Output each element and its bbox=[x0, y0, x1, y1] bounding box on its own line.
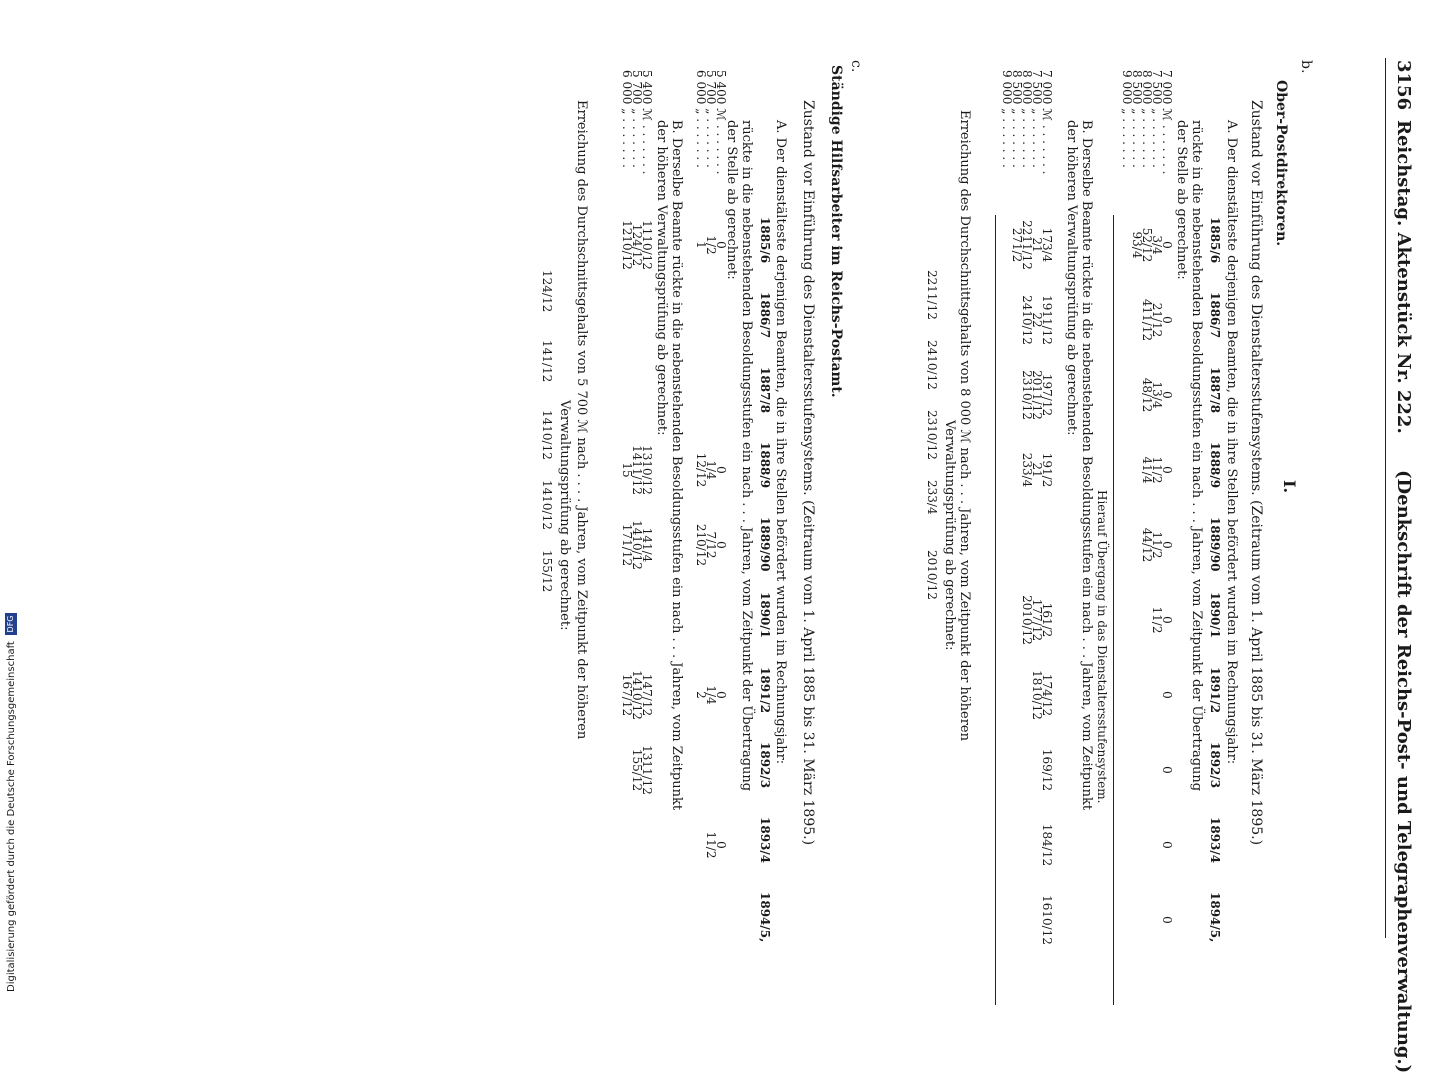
ober-row-label: 9 000 „ . . . . . . . bbox=[1000, 70, 1014, 168]
hilfs-row-label: 6 000 „ . . . . . . . bbox=[694, 70, 708, 168]
hilfs-a-cell bbox=[696, 365, 706, 425]
hilfs-b-cell: 1411/12 bbox=[630, 445, 644, 495]
ober-b-cell bbox=[1022, 815, 1032, 875]
hilfs-avg-value: 155/12 bbox=[540, 550, 554, 593]
dfg-logo: DFG bbox=[5, 613, 17, 635]
ober-a-cell: 48/12 bbox=[1140, 377, 1154, 413]
ober-b-line2: der höheren Verwaltungsprüfung ab gerechnet: bbox=[1064, 120, 1079, 436]
hilfs-a-column bbox=[696, 215, 726, 275]
hilfs-b-cell bbox=[622, 365, 632, 425]
hilfs-b-cell bbox=[642, 890, 652, 950]
hilfs-b-cell: 1410/12 bbox=[630, 670, 644, 720]
hilfs-b-line1: B. Derselbe Beamte rückte in die nebenstehenden Besoldungsstufen ein nach . . . Jahren, vom Zeitpunkt bbox=[669, 120, 684, 811]
ober-a-cell bbox=[1122, 590, 1132, 650]
hilfs-a-cell bbox=[716, 290, 726, 350]
ober-b-cell: 191/2 bbox=[1040, 452, 1054, 488]
ober-a-column bbox=[1122, 515, 1172, 575]
ober-b-column bbox=[1012, 590, 1052, 650]
ober-a-cell bbox=[1122, 740, 1132, 800]
page-number: 3156 bbox=[1393, 60, 1414, 111]
ober-b-column bbox=[1012, 215, 1052, 275]
ober-a-column bbox=[1122, 665, 1172, 725]
hilfs-b-column bbox=[622, 890, 652, 950]
ober-a-column bbox=[1122, 590, 1172, 650]
ober-a-cell: 44/12 bbox=[1140, 527, 1154, 563]
ober-b-cell: 184/12 bbox=[1040, 823, 1054, 867]
ober-b-cell: 2211/12 bbox=[1020, 220, 1034, 270]
hilfs-b-cell bbox=[632, 890, 642, 950]
ober-a-column bbox=[1122, 365, 1172, 425]
ober-b-cell: 2410/12 bbox=[1020, 295, 1034, 345]
ober-b-cell bbox=[1012, 890, 1022, 950]
ober-b-cell bbox=[1012, 665, 1022, 725]
hilfs-a-cell bbox=[696, 740, 706, 800]
ober-b-cell: 21 bbox=[1030, 462, 1044, 478]
hilfs-a-line2: rückte in die nebenstehenden Besoldungsstufen ein nach . . . Jahren, vom Zeitpunkt der Übertragung bbox=[739, 120, 754, 792]
ober-year-7: 1892/3 bbox=[1208, 742, 1222, 789]
ober-a-line3: der Stelle ab gerechnet: bbox=[1174, 120, 1189, 280]
hilfs-b-cell bbox=[622, 890, 632, 950]
ober-a-column bbox=[1122, 815, 1172, 875]
hilfs-b-cell: 15 bbox=[620, 462, 634, 478]
section-marker-b: b. bbox=[1298, 60, 1314, 74]
hilfs-a-column bbox=[696, 890, 726, 950]
ober-a-cell: 11/2 bbox=[1150, 606, 1164, 634]
hilfs-a-cell: 1/4 bbox=[704, 460, 718, 480]
ober-a-cell: 0 bbox=[1160, 766, 1174, 774]
hilfs-a-cell: 0 bbox=[714, 841, 728, 849]
ober-a-line2: rückte in die nebenstehenden Besoldungsstufen ein nach . . . Jahren, vom Zeitpunkt der Übertragung bbox=[1189, 120, 1204, 792]
ober-avg-line1: Erreichung des Durchschnittsgehalts von 8 000 ℳ nach . . . Jahren, vom Zeitpunkt der höheren bbox=[957, 110, 972, 741]
hilfs-a-cell bbox=[706, 365, 716, 425]
ober-year-4: 1889/90 bbox=[1208, 517, 1222, 572]
ober-table-a-rule bbox=[1113, 215, 1114, 1005]
ober-row-label: 9 000 „ . . . . . . . bbox=[1120, 70, 1134, 168]
hilfs-b-cell bbox=[632, 590, 642, 650]
hilfs-b-cell bbox=[642, 290, 652, 350]
hilfs-year-4: 1889/90 bbox=[758, 517, 772, 572]
hilfs-b-cell: 147/12 bbox=[640, 673, 654, 717]
ober-b-cell bbox=[1012, 815, 1022, 875]
ober-a-cell: 411/12 bbox=[1140, 298, 1154, 342]
hilfs-b-column bbox=[622, 815, 652, 875]
ober-a-cell: 0 bbox=[1160, 691, 1174, 699]
hilfs-b-cell: 1311/12 bbox=[640, 745, 654, 795]
hilfs-year-7: 1892/3 bbox=[758, 742, 772, 789]
ober-b-cell bbox=[1022, 890, 1032, 950]
ober-a-cell bbox=[1142, 815, 1152, 875]
hilfs-b-line2: der höheren Verwaltungsprüfung ab gerechnet: bbox=[654, 120, 669, 436]
hilfs-row-label: 5 700 „ . . . . . . . bbox=[704, 70, 718, 168]
hilfs-b-cell: 171/12 bbox=[620, 523, 634, 567]
ober-b-cell: 174/12 bbox=[1040, 673, 1054, 717]
ober-b-column bbox=[1012, 365, 1052, 425]
ober-avg-value: 2410/12 bbox=[925, 340, 939, 390]
ober-a-cell: 11/2 bbox=[1150, 531, 1164, 559]
hilfs-b-cell: 1410/12 bbox=[630, 520, 644, 570]
hilfs-a-column bbox=[696, 665, 726, 725]
hilfs-a-cell: 12/12 bbox=[694, 452, 708, 488]
ober-year-5: 1890/1 bbox=[1208, 592, 1222, 639]
ober-row-label: 8 500 „ . . . . . . . bbox=[1010, 70, 1024, 168]
ober-a-cell: 21/12 bbox=[1150, 302, 1164, 338]
hilfs-row-label: 5 400 ℳ . . . . . . . bbox=[714, 70, 728, 175]
ober-b-cell bbox=[1022, 515, 1032, 575]
page-subtitle: (Denkschrift der Reichs-Post- und Telegraphenverwaltung.) bbox=[1393, 470, 1414, 1073]
ober-a-cell bbox=[1132, 890, 1142, 950]
hilfs-year-1: 1886/7 bbox=[758, 292, 772, 339]
ober-year-1: 1886/7 bbox=[1208, 292, 1222, 339]
ober-a-line1: A. Der dienstälteste derjenigen Beamten, die in ihre Stellen befördert wurden im Rechnungsjahr: bbox=[1224, 120, 1239, 765]
hilfs-b-cell bbox=[632, 290, 642, 350]
ober-hierauf-note: Hierauf Übergang in das Dienstaltersstufensystem. bbox=[1095, 490, 1109, 804]
hilfs-b-cell: 1110/12 bbox=[640, 220, 654, 270]
ober-a-cell: 13/4 bbox=[1150, 381, 1164, 409]
ober-row-label: 7 500 „ . . . . . . . bbox=[1150, 70, 1164, 168]
hilfs-heading: Ständige Hilfsarbeiter im Reichs-Postamt. bbox=[828, 65, 844, 398]
hilfs-row-label: 6 000 „ . . . . . . . bbox=[620, 70, 634, 168]
hilfs-b-cell bbox=[622, 290, 632, 350]
hilfs-a-cell bbox=[696, 590, 706, 650]
hilfs-avg-value: 124/12 bbox=[540, 270, 554, 313]
hilfs-avg-value: 1410/12 bbox=[540, 410, 554, 460]
hilfs-a-cell: 210/12 bbox=[694, 523, 708, 567]
hilfs-avg-value: 1410/12 bbox=[540, 480, 554, 530]
hilfs-a-cell bbox=[716, 365, 726, 425]
ober-b-cell bbox=[1032, 515, 1042, 575]
ober-a-cell: 41/4 bbox=[1140, 456, 1154, 484]
hilfs-b-cell bbox=[642, 815, 652, 875]
ober-a-cell bbox=[1132, 590, 1142, 650]
ober-b-cell bbox=[1012, 740, 1022, 800]
hilfs-a-cell bbox=[716, 590, 726, 650]
ober-b-cell: 2010/12 bbox=[1020, 595, 1034, 645]
hilfs-a-cell: 0 bbox=[714, 691, 728, 699]
ober-b-cell: 21 bbox=[1030, 237, 1044, 253]
ober-a-cell: 0 bbox=[1160, 391, 1174, 399]
hilfs-a-column bbox=[696, 590, 726, 650]
page-title: Reichstag. Aktenstück Nr. 222. bbox=[1393, 120, 1414, 434]
hilfs-b-column bbox=[622, 665, 652, 725]
hilfs-b-column bbox=[622, 215, 652, 275]
ober-b-cell: 161/2 bbox=[1040, 602, 1054, 638]
hilfs-b-cell: 1210/12 bbox=[620, 220, 634, 270]
ober-a-cell: 0 bbox=[1160, 241, 1174, 249]
ober-row-labels-a bbox=[1122, 70, 1172, 174]
ober-heading: Ober-Postdirektoren. bbox=[1273, 80, 1289, 247]
ober-b-column bbox=[1012, 665, 1052, 725]
hilfs-a-cell: 0 bbox=[714, 541, 728, 549]
ober-avg-value: 2310/12 bbox=[925, 410, 939, 460]
hilfs-intro: Zustand vor Einführung des Dienstaltersstufensystems. (Zeitraum vom 1. April 1885 bis 31. März 1895.) bbox=[800, 100, 816, 846]
hilfs-a-cell: 0 bbox=[714, 466, 728, 474]
hilfs-year-9: 1894/5, bbox=[758, 892, 772, 943]
ober-year-8: 1893/4 bbox=[1208, 817, 1222, 864]
ober-a-cell bbox=[1122, 665, 1132, 725]
hilfs-b-cell bbox=[642, 590, 652, 650]
ober-table-b-rule bbox=[995, 215, 996, 1005]
hilfs-a-cell: 1 bbox=[694, 241, 708, 249]
hilfs-a-cell: 7/12 bbox=[704, 531, 718, 559]
ober-b-cell: 169/12 bbox=[1040, 748, 1054, 792]
ober-b-cell: 1911/12 bbox=[1040, 295, 1054, 345]
ober-b-column bbox=[1012, 290, 1052, 350]
hilfs-a-cell: 2 bbox=[694, 691, 708, 699]
hilfs-year-3: 1888/9 bbox=[758, 442, 772, 489]
ober-a-cell: 0 bbox=[1160, 616, 1174, 624]
ober-a-cell: 0 bbox=[1160, 841, 1174, 849]
hilfs-a-column bbox=[696, 290, 726, 350]
hilfs-row-label: 5 400 ℳ . . . . . . . bbox=[640, 70, 654, 175]
ober-b-column bbox=[1012, 515, 1052, 575]
hilfs-b-cell bbox=[622, 815, 632, 875]
ober-a-cell: 0 bbox=[1160, 466, 1174, 474]
ober-a-column bbox=[1122, 890, 1172, 950]
ober-a-cell bbox=[1132, 815, 1142, 875]
hilfs-b-column bbox=[622, 740, 652, 800]
ober-avg-value: 2010/12 bbox=[925, 550, 939, 600]
ober-b-cell bbox=[1012, 515, 1022, 575]
ober-a-cell bbox=[1142, 740, 1152, 800]
hilfs-a-cell bbox=[716, 740, 726, 800]
hilfs-year-2: 1887/8 bbox=[758, 367, 772, 414]
hilfs-b-column bbox=[622, 590, 652, 650]
hilfs-a-column bbox=[696, 515, 726, 575]
hilfs-a-column bbox=[696, 815, 726, 875]
ober-row-label: 8 000 „ . . . . . . . bbox=[1020, 70, 1034, 168]
ober-a-cell bbox=[1122, 515, 1132, 575]
ober-b-column bbox=[1012, 740, 1052, 800]
ober-avg-line2: Verwaltungsprüfung ab gerechnet: bbox=[942, 420, 957, 651]
hilfs-b-cell: 1310/12 bbox=[640, 445, 654, 495]
hilfs-b-cell: 141/4 bbox=[640, 527, 654, 563]
ober-b-cell bbox=[1042, 515, 1052, 575]
ober-b-cell: 271/2 bbox=[1010, 227, 1024, 263]
ober-row-label: 8 500 „ . . . . . . . bbox=[1130, 70, 1144, 168]
ober-row-label: 7 500 „ . . . . . . . bbox=[1030, 70, 1044, 168]
hilfs-avg-line1: Erreichung des Durchschnittsgehalts von 5 700 ℳ nach . . . . Jahren, vom Zeitpunkt der höheren bbox=[574, 100, 589, 740]
hilfs-year-8: 1893/4 bbox=[758, 817, 772, 864]
hilfs-row-labels-a bbox=[696, 70, 726, 174]
hilfs-a-line1: A. Der dienstälteste derjenigen Beamten, die in ihre Stellen befördert wurden im Rechnungsjahr: bbox=[773, 120, 788, 765]
ober-a-cell: 52/12 bbox=[1140, 227, 1154, 263]
hilfs-b-cell: 167/12 bbox=[620, 673, 634, 717]
ober-a-cell bbox=[1132, 665, 1142, 725]
ober-b-cell: 2310/12 bbox=[1020, 370, 1034, 420]
ober-a-cell bbox=[1122, 290, 1132, 350]
ober-a-column bbox=[1122, 440, 1172, 500]
hilfs-year-6: 1891/2 bbox=[758, 667, 772, 714]
ober-year-2: 1887/8 bbox=[1208, 367, 1222, 414]
hilfs-a-cell: 1/4 bbox=[704, 685, 718, 705]
ober-b-cell: 1610/12 bbox=[1040, 895, 1054, 945]
ober-b-column bbox=[1012, 890, 1052, 950]
hilfs-b-cell: 124/12 bbox=[630, 223, 644, 267]
hilfs-year-0: 1885/6 bbox=[758, 217, 772, 264]
hilfs-row-label: 5 700 „ . . . . . . . bbox=[630, 70, 644, 168]
ober-a-cell bbox=[1122, 440, 1132, 500]
ober-b-cell: 1810/12 bbox=[1030, 670, 1044, 720]
ober-avg-value: 233/4 bbox=[925, 480, 939, 515]
hilfs-year-5: 1890/1 bbox=[758, 592, 772, 639]
ober-row-label: 7 000 ℳ . . . . . . . bbox=[1160, 70, 1174, 175]
hilfs-b-cell bbox=[632, 365, 642, 425]
hilfs-a-cell bbox=[706, 290, 716, 350]
hilfs-b-column bbox=[622, 365, 652, 425]
ober-b-cell: 22 bbox=[1030, 312, 1044, 328]
ober-a-cell: 11/2 bbox=[1150, 456, 1164, 484]
hilfs-avg-line2: Verwaltungsprüfung ab gerechnet: bbox=[557, 400, 572, 631]
ober-avg-value: 2211/12 bbox=[925, 270, 939, 320]
ober-b-line1: B. Derselbe Beamte rückte in die nebenstehenden Besoldungsstufen ein nach . . . Jahren, vom Zeitpunkt bbox=[1079, 120, 1094, 811]
hilfs-a-cell: 1/2 bbox=[704, 235, 718, 255]
hilfs-a-cell bbox=[696, 890, 706, 950]
hilfs-a-cell bbox=[706, 590, 716, 650]
hilfs-a-line3: der Stelle ab gerechnet: bbox=[724, 120, 739, 280]
ober-year-0: 1885/6 bbox=[1208, 217, 1222, 264]
ober-b-cell: 2011/12 bbox=[1030, 370, 1044, 420]
digitization-credit bbox=[2, 600, 22, 992]
ober-b-cell: 173/4 bbox=[1040, 227, 1054, 263]
hilfs-b-cell bbox=[622, 590, 632, 650]
ober-a-cell bbox=[1122, 890, 1132, 950]
ober-a-column bbox=[1122, 215, 1172, 275]
ober-a-cell: 0 bbox=[1160, 916, 1174, 924]
hilfs-a-cell bbox=[696, 290, 706, 350]
hilfs-a-column bbox=[696, 365, 726, 425]
hilfs-b-cell: 155/12 bbox=[630, 748, 644, 792]
hilfs-b-column bbox=[622, 515, 652, 575]
hilfs-a-cell bbox=[706, 890, 716, 950]
ober-row-label: 8 000 „ . . . . . . . bbox=[1140, 70, 1154, 168]
hilfs-a-cell: 11/2 bbox=[704, 831, 718, 859]
hilfs-b-column bbox=[622, 440, 652, 500]
ober-a-cell: 93/4 bbox=[1130, 231, 1144, 259]
ober-b-cell: 233/4 bbox=[1020, 452, 1034, 488]
ober-b-cell: 177/12 bbox=[1030, 598, 1044, 642]
ober-a-column bbox=[1122, 740, 1172, 800]
ober-year-3: 1888/9 bbox=[1208, 442, 1222, 489]
ober-b-column bbox=[1012, 440, 1052, 500]
hilfs-row-labels-b bbox=[622, 70, 652, 174]
ober-a-cell bbox=[1122, 365, 1132, 425]
credit-text: Digitalisierung gefördert durch die Deutsche Forschungsgemeinschaft bbox=[6, 641, 17, 992]
hilfs-avg-value: 141/12 bbox=[540, 340, 554, 383]
hilfs-a-column bbox=[696, 440, 726, 500]
section-number: I. bbox=[1280, 480, 1299, 494]
ober-b-cell bbox=[1022, 740, 1032, 800]
ober-b-column bbox=[1012, 815, 1052, 875]
ober-b-cell: 197/12 bbox=[1040, 373, 1054, 417]
ober-a-cell bbox=[1142, 665, 1152, 725]
ober-a-cell bbox=[1142, 890, 1152, 950]
hilfs-a-cell: 0 bbox=[714, 241, 728, 249]
ober-a-cell bbox=[1122, 815, 1132, 875]
ober-a-column bbox=[1122, 290, 1172, 350]
hilfs-a-column bbox=[696, 740, 726, 800]
ober-a-cell: 3/4 bbox=[1150, 235, 1164, 255]
ober-year-6: 1891/2 bbox=[1208, 667, 1222, 714]
ober-a-cell: 0 bbox=[1160, 316, 1174, 324]
ober-a-cell bbox=[1132, 740, 1142, 800]
hilfs-a-cell bbox=[716, 890, 726, 950]
ober-row-labels-b bbox=[1002, 70, 1052, 174]
section-marker-c: c. bbox=[848, 60, 864, 73]
hilfs-a-cell bbox=[706, 740, 716, 800]
ober-a-cell: 0 bbox=[1160, 541, 1174, 549]
header-rule bbox=[1385, 58, 1386, 938]
hilfs-b-cell bbox=[642, 365, 652, 425]
ober-row-label: 7 000 ℳ . . . . . . . bbox=[1040, 70, 1054, 175]
hilfs-b-cell bbox=[632, 815, 642, 875]
ober-year-9: 1894/5, bbox=[1208, 892, 1222, 943]
hilfs-b-column bbox=[622, 290, 652, 350]
ober-intro: Zustand vor Einführung des Dienstaltersstufensystems. (Zeitraum vom 1. April 1885 bis 31. März 1895.) bbox=[1248, 100, 1264, 846]
